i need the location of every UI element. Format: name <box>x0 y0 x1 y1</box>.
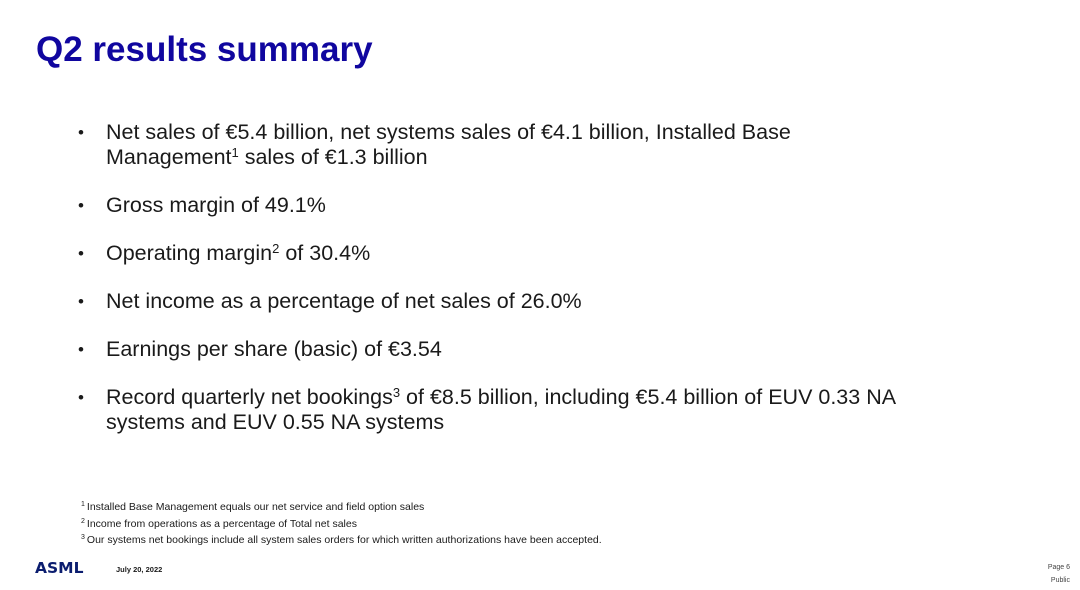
bullet-text: Record quarterly net bookings <box>106 385 393 409</box>
bullet-item <box>78 385 918 435</box>
footnote-ref: 3 <box>392 385 401 400</box>
footnotes <box>81 499 602 549</box>
footnote-text: Our systems net bookings include all system sales orders for which written authorizations have been accepted. <box>86 534 602 546</box>
footnote-text: Income from operations as a percentage of Total net sales <box>86 517 357 530</box>
bullet-text: Earnings per share (basic) of €3.54 <box>106 337 442 361</box>
footnote-text: Installed Base Management equals our net service and field option sales <box>86 501 425 513</box>
bullet-text: Operating margin <box>106 241 273 265</box>
bullet-text: Net sales of €5.4 billion, net systems sales of €4.1 billion, Installed Base Management <box>106 120 791 169</box>
bullet-item <box>78 337 918 362</box>
footnote-ref: 2 <box>272 241 280 256</box>
asml-logo: ASML <box>35 559 84 577</box>
slide-title: Q2 results summary <box>36 30 373 69</box>
footnote-mark: 2 <box>81 517 85 525</box>
slide-date: July 20, 2022 <box>116 565 163 574</box>
bullet-text: of 30.4% <box>279 241 371 265</box>
bullet-item <box>78 289 918 314</box>
bullet-list <box>78 120 918 458</box>
classification-label: Public <box>1050 577 1070 584</box>
footnote-ref: 1 <box>231 145 239 160</box>
footnote <box>81 532 602 549</box>
page-number: Page 6 <box>1047 564 1070 571</box>
bullet-text: Gross margin of 49.1% <box>106 193 326 217</box>
footnote-mark: 1 <box>81 501 85 508</box>
bullet-item <box>78 241 918 266</box>
bullet-text: sales of €1.3 billion <box>238 145 428 169</box>
bullet-text: of €8.5 billion, including €5.4 billion of EUV 0.33 NA systems and EUV 0.55 NA systems <box>106 385 895 434</box>
footnote <box>81 499 602 516</box>
bullet-text: Net income as a percentage of net sales of 26.0% <box>106 289 582 313</box>
bullet-item <box>78 120 918 170</box>
bullet-item <box>78 193 918 218</box>
footnote-mark: 3 <box>81 534 85 541</box>
footnote <box>81 516 602 533</box>
